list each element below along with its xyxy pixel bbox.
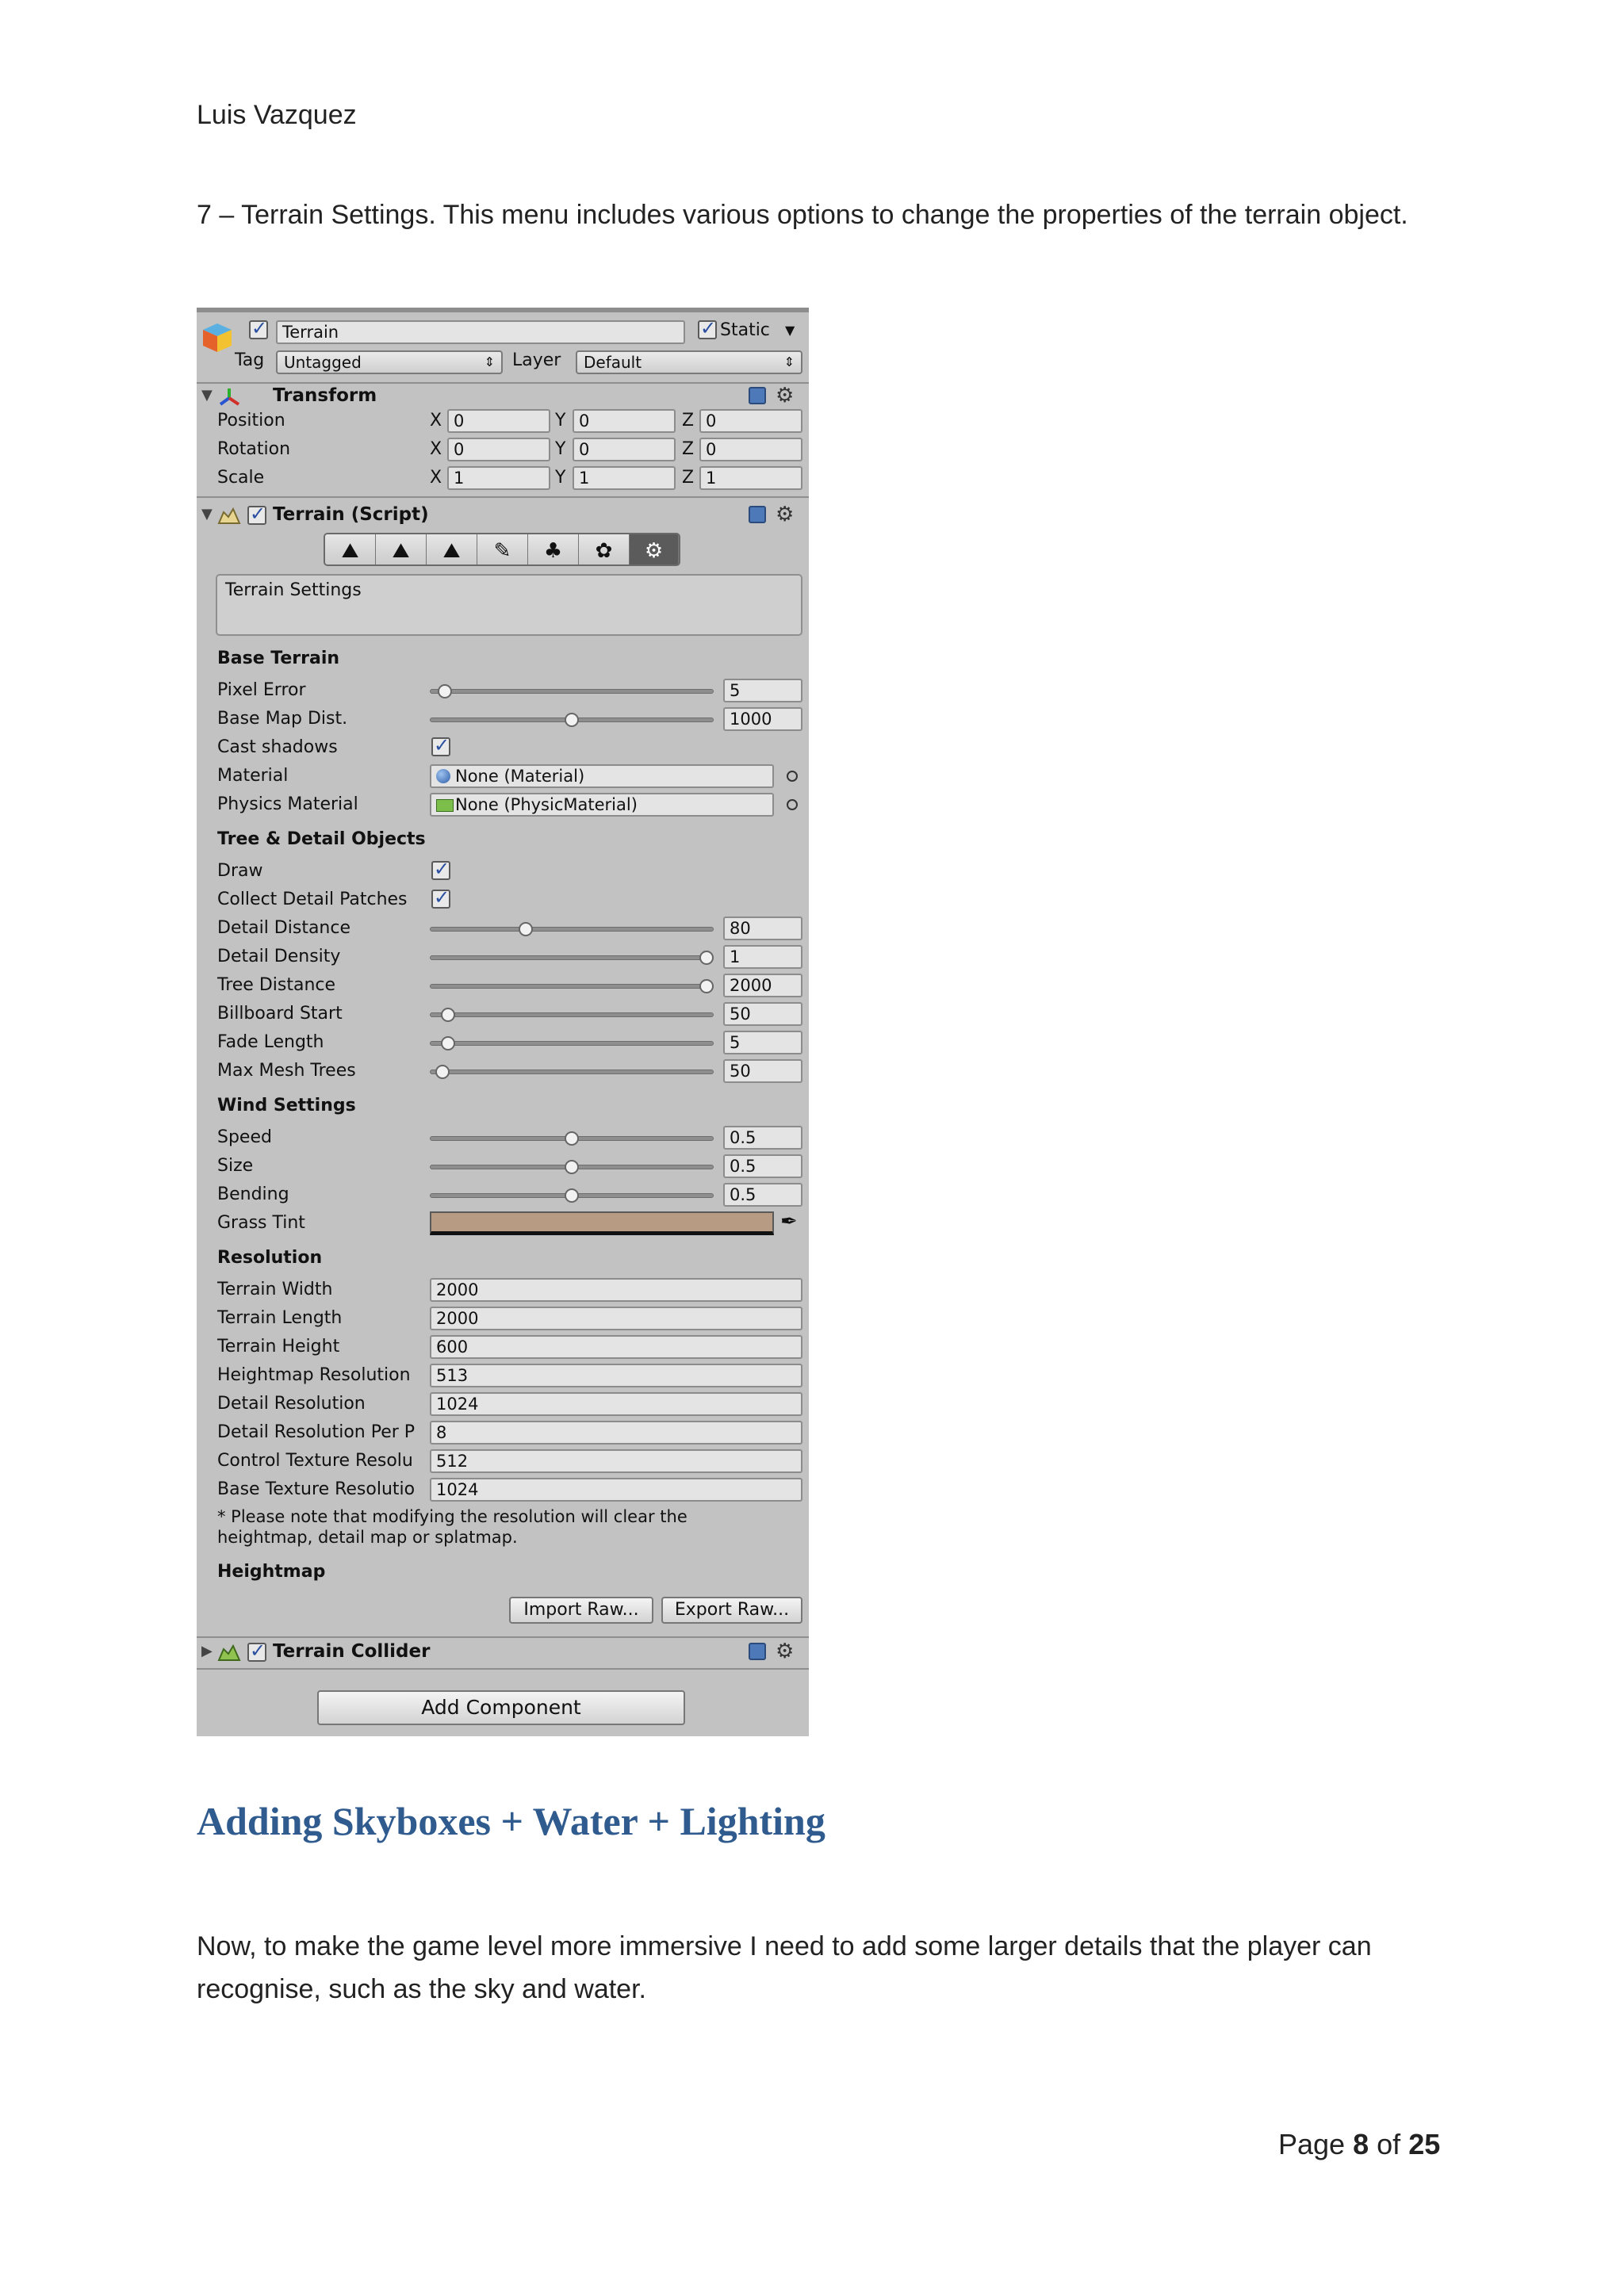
base-map-dist-field[interactable]: 1000 — [723, 707, 802, 731]
object-active-checkbox[interactable] — [249, 320, 268, 339]
tree-distance-slider-track[interactable] — [430, 984, 714, 989]
physics-material-value: None (PhysicMaterial) — [455, 795, 638, 814]
grass-tint-color-swatch[interactable] — [430, 1211, 774, 1235]
resolution-note: * Please note that modifying the resolution will clear the heightmap, detail map or splatmap. — [217, 1507, 688, 1547]
terrain-toolbar — [324, 533, 680, 566]
fade-length-label: Fade Length — [217, 1032, 324, 1052]
scale-z-field[interactable]: 1 — [699, 466, 802, 490]
heightmap-resolution-label: Heightmap Resolution — [217, 1365, 411, 1385]
axis-y-label: Y — [555, 439, 566, 459]
eyedropper-icon[interactable]: ✒ — [780, 1210, 798, 1234]
component-gear-icon[interactable]: ⚙ — [776, 503, 795, 526]
terrain-collider-title: Terrain Collider — [273, 1641, 431, 1662]
billboard-start-label: Billboard Start — [217, 1004, 343, 1024]
fade-length-field[interactable]: 5 — [723, 1031, 802, 1054]
layer-value: Default — [584, 353, 642, 372]
static-label: Static — [720, 320, 770, 340]
gameobject-cube-icon — [200, 320, 235, 355]
page-number — [1278, 2128, 1440, 2161]
max-mesh-trees-field[interactable]: 50 — [723, 1059, 802, 1083]
scale-y-field[interactable]: 1 — [573, 466, 676, 490]
draw-checkbox[interactable] — [431, 861, 450, 880]
body-paragraph: Now, to make the game level more immersive I need to add some larger details that the player can recognise, such as the sky and water. — [197, 1931, 1372, 2004]
heightmap-heading: Heightmap — [217, 1562, 326, 1582]
terrain-script-foldout-icon[interactable]: ▼ — [201, 506, 213, 522]
rotation-y-field[interactable]: 0 — [573, 438, 676, 461]
page-of: of — [1377, 2128, 1401, 2160]
paint-texture-icon[interactable]: ✎ — [477, 534, 528, 566]
paint-details-icon[interactable]: ✿ — [579, 534, 630, 566]
detail-density-slider-thumb[interactable] — [699, 951, 714, 965]
divider — [197, 1668, 809, 1670]
help-book-icon[interactable] — [749, 1643, 766, 1660]
wind-speed-label: Speed — [217, 1127, 272, 1147]
terrain-length-label: Terrain Length — [217, 1308, 343, 1328]
axis-z-label: Z — [682, 439, 695, 459]
grass-tint-label: Grass Tint — [217, 1213, 305, 1233]
tag-dropdown[interactable] — [276, 350, 503, 374]
layer-dropdown[interactable] — [576, 350, 802, 374]
physics-material-label: Physics Material — [217, 794, 358, 814]
draw-label: Draw — [217, 861, 263, 881]
axis-y-label: Y — [555, 468, 566, 488]
divider — [197, 1636, 809, 1638]
axis-z-label: Z — [682, 411, 695, 430]
raise-lower-icon[interactable]: ⛰ — [325, 534, 376, 566]
pixel-error-slider-track[interactable] — [430, 689, 714, 694]
scale-x-field[interactable]: 1 — [447, 466, 550, 490]
author-header: Luis Vazquez — [197, 100, 357, 130]
detail-density-slider-track[interactable] — [430, 955, 714, 960]
layer-dropdown-arrow-icon: ⇕ — [783, 354, 795, 369]
billboard-start-field[interactable]: 50 — [723, 1002, 802, 1026]
fade-length-slider-track[interactable] — [430, 1041, 714, 1046]
base-map-dist-label: Base Map Dist. — [217, 709, 348, 729]
terrain-height-field[interactable]: 600 — [430, 1335, 802, 1359]
tree-detail-heading: Tree & Detail Objects — [217, 829, 426, 849]
rotation-x-field[interactable]: 0 — [447, 438, 550, 461]
wind-bending-field[interactable]: 0.5 — [723, 1183, 802, 1207]
axis-x-label: X — [430, 411, 442, 430]
max-mesh-trees-label: Max Mesh Trees — [217, 1061, 356, 1081]
detail-resolution-per-patch-field[interactable]: 8 — [430, 1421, 802, 1445]
layer-label: Layer — [512, 350, 561, 370]
terrain-collider-icon — [217, 1644, 241, 1662]
collect-detail-patches-checkbox[interactable] — [431, 890, 450, 909]
cast-shadows-checkbox[interactable] — [431, 737, 450, 756]
intro-paragraph: 7 – Terrain Settings. This menu includes various options to change the properties of the terrain object. — [197, 200, 1408, 230]
transform-rotation-label: Rotation — [217, 439, 291, 459]
position-x-field[interactable]: 0 — [447, 409, 550, 433]
export-raw-button[interactable]: Export Raw... — [661, 1597, 802, 1624]
pixel-error-label: Pixel Error — [217, 680, 306, 700]
terrain-collider-enabled-checkbox[interactable] — [247, 1643, 266, 1662]
axis-z-label: Z — [682, 468, 695, 488]
rotation-z-field[interactable]: 0 — [699, 438, 802, 461]
tag-dropdown-arrow-icon: ⇕ — [484, 354, 495, 369]
help-book-icon[interactable] — [749, 506, 766, 523]
terrain-script-icon — [217, 507, 241, 525]
wind-size-label: Size — [217, 1156, 254, 1176]
base-terrain-heading: Base Terrain — [217, 649, 340, 668]
heightmap-resolution-field[interactable]: 513 — [430, 1364, 802, 1387]
detail-distance-label: Detail Distance — [217, 918, 350, 938]
divider — [197, 496, 809, 498]
base-texture-resolution-label: Base Texture Resolutio — [217, 1479, 416, 1499]
resolution-heading: Resolution — [217, 1248, 323, 1268]
billboard-start-slider-thumb[interactable] — [441, 1008, 455, 1022]
page-total: 25 — [1408, 2128, 1441, 2160]
tree-distance-label: Tree Distance — [217, 975, 336, 995]
transform-scale-label: Scale — [217, 468, 265, 488]
detail-density-field[interactable]: 1 — [723, 945, 802, 969]
max-mesh-trees-slider-track[interactable] — [430, 1070, 714, 1074]
terrain-script-title: Terrain (Script) — [273, 504, 429, 525]
info-box-text: Terrain Settings — [225, 580, 362, 600]
position-y-field[interactable]: 0 — [573, 409, 676, 433]
material-field[interactable] — [430, 764, 774, 788]
billboard-start-slider-track[interactable] — [430, 1012, 714, 1017]
detail-density-label: Detail Density — [217, 947, 341, 966]
physic-material-icon — [436, 799, 454, 812]
place-trees-icon[interactable]: ♣ — [528, 534, 579, 566]
material-sphere-icon — [436, 769, 450, 783]
material-label: Material — [217, 766, 289, 786]
terrain-length-field[interactable]: 2000 — [430, 1307, 802, 1330]
fade-length-slider-thumb[interactable] — [441, 1036, 455, 1050]
help-book-icon[interactable] — [749, 387, 766, 404]
position-z-field[interactable]: 0 — [699, 409, 802, 433]
cast-shadows-label: Cast shadows — [217, 737, 338, 757]
section-heading: Adding Skyboxes + Water + Lighting — [197, 1799, 825, 1843]
wind-bending-slider-thumb[interactable] — [565, 1188, 579, 1203]
pixel-error-field[interactable]: 5 — [723, 679, 802, 702]
settings-gear-icon[interactable]: ⚙ — [630, 534, 679, 566]
wind-speed-field[interactable]: 0.5 — [723, 1126, 802, 1150]
inspector-tab-strip — [197, 308, 809, 312]
tree-distance-field[interactable]: 2000 — [723, 974, 802, 997]
control-texture-resolution-label: Control Texture Resolu — [217, 1451, 413, 1471]
inspector-panel — [197, 308, 809, 1736]
tag-value: Untagged — [284, 353, 362, 372]
axis-x-label: X — [430, 468, 442, 488]
base-map-dist-slider-thumb[interactable] — [565, 713, 579, 727]
tree-distance-slider-thumb[interactable] — [699, 979, 714, 993]
transform-position-label: Position — [217, 411, 285, 430]
object-name-field[interactable]: Terrain — [276, 320, 685, 344]
detail-resolution-label: Detail Resolution — [217, 1394, 366, 1414]
transform-foldout-icon[interactable]: ▼ — [201, 387, 213, 404]
smooth-height-icon[interactable]: ⛰ — [427, 534, 477, 566]
base-texture-resolution-field[interactable]: 1024 — [430, 1478, 802, 1502]
page-prefix: Page — [1278, 2128, 1346, 2160]
wind-size-field[interactable]: 0.5 — [723, 1154, 802, 1178]
terrain-height-label: Terrain Height — [217, 1337, 340, 1357]
collect-detail-patches-label: Collect Detail Patches — [217, 890, 408, 909]
transform-title: Transform — [273, 385, 377, 406]
transform-axes-icon — [217, 387, 241, 408]
axis-y-label: Y — [555, 411, 566, 430]
terrain-width-field[interactable]: 2000 — [430, 1278, 802, 1302]
terrain-collider-foldout-icon[interactable]: ▶ — [201, 1643, 213, 1659]
import-raw-button[interactable]: Import Raw... — [509, 1597, 653, 1624]
component-gear-icon[interactable]: ⚙ — [776, 1640, 795, 1663]
static-checkbox[interactable] — [698, 320, 717, 339]
wind-bending-label: Bending — [217, 1184, 289, 1204]
add-component-button[interactable]: Add Component — [317, 1690, 685, 1725]
max-mesh-trees-slider-thumb[interactable] — [435, 1065, 450, 1079]
wind-settings-heading: Wind Settings — [217, 1096, 356, 1115]
object-picker-icon[interactable] — [787, 771, 798, 782]
static-dropdown-arrow-icon[interactable]: ▼ — [785, 323, 795, 338]
material-value: None (Material) — [455, 767, 585, 786]
control-texture-resolution-field[interactable]: 512 — [430, 1449, 802, 1473]
tag-label: Tag — [235, 350, 265, 370]
physics-material-field[interactable] — [430, 793, 774, 817]
wind-size-slider-thumb[interactable] — [565, 1160, 579, 1174]
terrain-script-enabled-checkbox[interactable] — [247, 506, 266, 525]
info-box — [216, 574, 802, 636]
terrain-width-label: Terrain Width — [217, 1280, 333, 1299]
detail-distance-slider-track[interactable] — [430, 927, 714, 932]
wind-speed-slider-thumb[interactable] — [565, 1131, 579, 1146]
component-gear-icon[interactable]: ⚙ — [776, 384, 795, 408]
axis-x-label: X — [430, 439, 442, 459]
page-current: 8 — [1353, 2128, 1369, 2160]
paint-height-icon[interactable]: ⛰ — [376, 534, 427, 566]
detail-distance-field[interactable]: 80 — [723, 916, 802, 940]
object-picker-icon[interactable] — [787, 799, 798, 810]
detail-resolution-per-patch-label: Detail Resolution Per P — [217, 1422, 416, 1442]
detail-resolution-field[interactable]: 1024 — [430, 1392, 802, 1416]
